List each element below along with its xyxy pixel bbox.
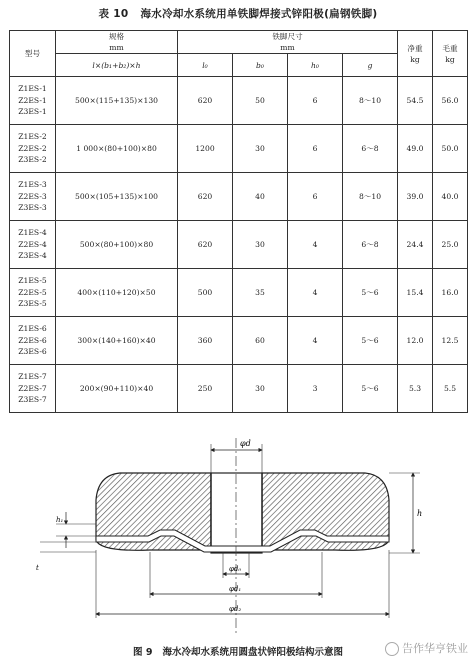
cell-net: 54.5 (398, 77, 433, 125)
figure-number: 图 9 (133, 647, 153, 658)
watermark (385, 640, 468, 656)
cell-gross: 12.5 (433, 317, 468, 365)
cell-h0: 4 (288, 317, 343, 365)
cell-b0: 35 (233, 269, 288, 317)
cell-gross: 25.0 (433, 221, 468, 269)
cell-model (10, 269, 56, 317)
cell-b0: 30 (233, 125, 288, 173)
watermark-text: 告作华亨铁业 (402, 642, 468, 655)
cell-net: 39.0 (398, 173, 433, 221)
label-phi-d2: φd₂ (229, 605, 242, 613)
header-row-1 (10, 31, 468, 54)
cell-net: 12.0 (398, 317, 433, 365)
watermark-logo-icon (385, 642, 399, 656)
table-caption (0, 6, 476, 21)
cell-b0: 40 (233, 173, 288, 221)
cell-h0: 4 (288, 269, 343, 317)
cell-model (10, 77, 56, 125)
cell-g: 5～6 (343, 365, 398, 413)
header-h0: h₀ (288, 54, 343, 77)
label-phi-d0: φd₀ (229, 565, 242, 573)
table-row (10, 365, 468, 413)
cell-h0: 4 (288, 221, 343, 269)
table-row (10, 221, 468, 269)
cell-model (10, 221, 56, 269)
cell-spec: 300×(140+160)×40 (56, 317, 178, 365)
cell-g: 8～10 (343, 77, 398, 125)
cell-l0: 1200 (178, 125, 233, 173)
cell-spec: 500×(80+100)×80 (56, 221, 178, 269)
table-number: 表 10 (98, 8, 129, 20)
table-row (10, 317, 468, 365)
model-code: Z2ES-2 (18, 143, 47, 153)
cell-h0: 3 (288, 365, 343, 413)
model-code: Z2ES-4 (18, 239, 47, 249)
model-code: Z1ES-6 (18, 323, 47, 333)
table-body (10, 77, 468, 413)
table-row (10, 173, 468, 221)
model-code: Z2ES-1 (18, 95, 47, 105)
model-code: Z3ES-7 (18, 395, 47, 405)
cell-gross: 50.0 (433, 125, 468, 173)
cell-net: 5.3 (398, 365, 433, 413)
header-gross-weight: 毛重 kg (433, 31, 468, 77)
model-code: Z1ES-7 (18, 371, 47, 381)
header-g: g (343, 54, 398, 77)
cell-spec: 1 000×(80+100)×80 (56, 125, 178, 173)
header-net-weight: 净重 kg (398, 31, 433, 77)
model-code: Z1ES-5 (18, 275, 47, 285)
cell-g: 8～10 (343, 173, 398, 221)
cell-net: 15.4 (398, 269, 433, 317)
cell-b0: 30 (233, 365, 288, 413)
header-spec: 规格 mm (56, 31, 178, 54)
cell-l0: 250 (178, 365, 233, 413)
header-l0: l₀ (178, 54, 233, 77)
model-code: Z2ES-7 (18, 383, 47, 393)
model-code: Z3ES-1 (18, 107, 47, 117)
cell-l0: 620 (178, 173, 233, 221)
label-h1: h₁ (56, 516, 64, 524)
cell-gross: 16.0 (433, 269, 468, 317)
cell-h0: 6 (288, 125, 343, 173)
spec-table (9, 30, 468, 413)
cell-net: 49.0 (398, 125, 433, 173)
header-b0: b₀ (233, 54, 288, 77)
cell-h0: 6 (288, 173, 343, 221)
model-code: Z3ES-2 (18, 155, 47, 165)
model-code: Z3ES-6 (18, 347, 47, 357)
cell-model (10, 365, 56, 413)
model-code: Z1ES-4 (18, 227, 47, 237)
cell-l0: 500 (178, 269, 233, 317)
cell-l0: 360 (178, 317, 233, 365)
cell-h0: 6 (288, 77, 343, 125)
cell-spec: 400×(110+120)×50 (56, 269, 178, 317)
cell-gross: 40.0 (433, 173, 468, 221)
cell-gross: 5.5 (433, 365, 468, 413)
model-code: Z2ES-5 (18, 287, 47, 297)
model-code: Z3ES-5 (18, 299, 47, 309)
cell-gross: 56.0 (433, 77, 468, 125)
table-row (10, 77, 468, 125)
model-code: Z3ES-4 (18, 251, 47, 261)
cell-b0: 60 (233, 317, 288, 365)
model-code: Z1ES-3 (18, 179, 47, 189)
header-model: 型号 (10, 31, 56, 77)
cell-l0: 620 (178, 221, 233, 269)
cell-g: 5～6 (343, 269, 398, 317)
model-code: Z3ES-3 (18, 203, 47, 213)
cell-spec: 500×(115+135)×130 (56, 77, 178, 125)
disc-anode-diagram (0, 430, 476, 640)
center-bore (211, 473, 262, 553)
cell-spec: 500×(105+135)×100 (56, 173, 178, 221)
model-code: Z1ES-1 (18, 83, 47, 93)
model-code: Z1ES-2 (18, 131, 47, 141)
table-row (10, 125, 468, 173)
cell-g: 6～8 (343, 125, 398, 173)
cell-model (10, 317, 56, 365)
figure-title: 海水冷却水系统用圆盘状锌阳极结构示意图 (162, 647, 343, 658)
cell-g: 6～8 (343, 221, 398, 269)
cell-g: 5～6 (343, 317, 398, 365)
model-code: Z2ES-6 (18, 335, 47, 345)
table-row (10, 269, 468, 317)
label-phi-d: φd (240, 439, 251, 448)
label-t: t (36, 564, 39, 572)
table-title: 海水冷却水系统用单铁脚焊接式锌阳极(扁钢铁脚) (140, 8, 378, 20)
cell-b0: 30 (233, 221, 288, 269)
header-foot: 铁脚尺寸 mm (178, 31, 398, 54)
cell-l0: 620 (178, 77, 233, 125)
cell-net: 24.4 (398, 221, 433, 269)
cell-model (10, 125, 56, 173)
label-phi-d1: φd₁ (229, 585, 242, 593)
label-h: h (417, 509, 423, 518)
cell-b0: 50 (233, 77, 288, 125)
cell-spec: 200×(90+110)×40 (56, 365, 178, 413)
cell-model (10, 173, 56, 221)
model-code: Z2ES-3 (18, 191, 47, 201)
header-spec-formula: l×(b₁+b₂)×h (56, 54, 178, 77)
